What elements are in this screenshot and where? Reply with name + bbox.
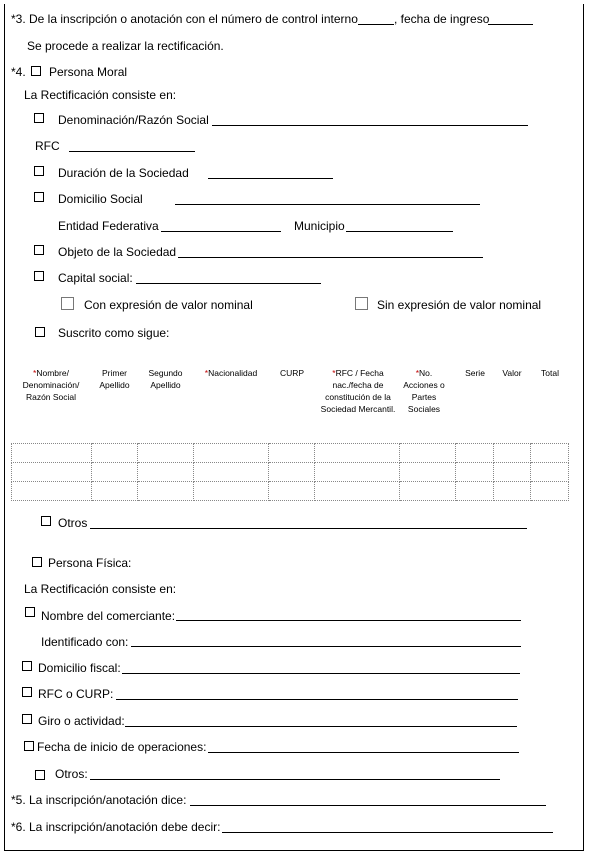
domicilio-fiscal-label: Domicilio fiscal: bbox=[38, 661, 121, 675]
duracion-label: Duración de la Sociedad bbox=[58, 166, 189, 180]
col-serie: Serie bbox=[465, 368, 485, 378]
giro-checkbox[interactable] bbox=[22, 714, 32, 724]
subscription-table bbox=[11, 443, 569, 501]
table-cell[interactable] bbox=[194, 463, 269, 482]
table-cell[interactable] bbox=[531, 482, 569, 501]
table-cell[interactable] bbox=[92, 444, 138, 463]
fisica-otros-label: Otros: bbox=[55, 767, 88, 781]
table-row bbox=[12, 482, 569, 501]
table-cell[interactable] bbox=[494, 482, 531, 501]
table-cell[interactable] bbox=[138, 482, 194, 501]
table-cell[interactable] bbox=[400, 444, 456, 463]
rfc-curp-checkbox[interactable] bbox=[22, 687, 32, 697]
table-cell[interactable] bbox=[456, 444, 494, 463]
identificado-field[interactable] bbox=[131, 646, 521, 647]
q3-label: *3. De la inscripción o anotación con el número de control interno bbox=[11, 12, 358, 26]
persona-fisica-label: Persona Física: bbox=[48, 556, 132, 570]
fisica-otros-checkbox[interactable] bbox=[35, 770, 45, 780]
rfc-field[interactable] bbox=[69, 151, 195, 152]
q4-number: *4. bbox=[11, 65, 26, 79]
giro-field[interactable] bbox=[125, 726, 517, 727]
domicilio-fiscal-checkbox[interactable] bbox=[22, 661, 32, 671]
suscrito-label: Suscrito como sigue: bbox=[58, 326, 170, 340]
comerciante-label: Nombre del comerciante: bbox=[41, 609, 176, 623]
entidad-label: Entidad Federativa bbox=[58, 219, 159, 233]
duracion-checkbox[interactable] bbox=[34, 166, 44, 176]
table-row bbox=[12, 444, 569, 463]
domicilio-social-label: Domicilio Social bbox=[58, 192, 143, 206]
suscrito-checkbox[interactable] bbox=[35, 327, 45, 337]
rfc-curp-label: RFC o CURP: bbox=[38, 687, 114, 701]
municipio-label: Municipio bbox=[294, 219, 345, 233]
table-cell[interactable] bbox=[12, 444, 92, 463]
domicilio-social-field[interactable] bbox=[175, 204, 480, 205]
table-cell[interactable] bbox=[315, 482, 400, 501]
col-rfc-fecha: *RFC / Fecha nac./fecha de constitución de la Sociedad Mercantil. bbox=[320, 368, 396, 414]
entidad-field[interactable] bbox=[161, 231, 281, 232]
col-valor: Valor bbox=[502, 368, 522, 378]
domicilio-fiscal-field[interactable] bbox=[122, 673, 520, 674]
capital-field[interactable] bbox=[136, 283, 321, 284]
q6-field[interactable] bbox=[222, 832, 553, 833]
col-total: Total bbox=[541, 368, 559, 378]
table-cell[interactable] bbox=[138, 463, 194, 482]
col-nombre: *Nombre/ Denominación/ Razón Social bbox=[22, 368, 80, 402]
duracion-field[interactable] bbox=[208, 178, 333, 179]
col-segundo-apellido: Segundo Apellido bbox=[148, 368, 183, 390]
proceed-text: Se procede a realizar la rectificación. bbox=[27, 39, 224, 53]
persona-moral-checkbox[interactable] bbox=[31, 66, 41, 76]
moral-otros-checkbox[interactable] bbox=[41, 516, 51, 526]
table-cell[interactable] bbox=[315, 444, 400, 463]
persona-moral-label: Persona Moral bbox=[49, 65, 128, 79]
table-cell[interactable] bbox=[92, 482, 138, 501]
table-cell[interactable] bbox=[494, 444, 531, 463]
table-cell[interactable] bbox=[456, 463, 494, 482]
table-cell[interactable] bbox=[92, 463, 138, 482]
table-cell[interactable] bbox=[531, 444, 569, 463]
col-curp: CURP bbox=[279, 368, 305, 378]
q5-label: *5. La inscripción/anotación dice: bbox=[11, 793, 187, 807]
comerciante-field[interactable] bbox=[176, 620, 521, 621]
rfc-curp-field[interactable] bbox=[116, 699, 518, 700]
table-cell[interactable] bbox=[194, 482, 269, 501]
municipio-field[interactable] bbox=[346, 231, 453, 232]
control-number-field[interactable] bbox=[358, 24, 394, 25]
moral-otros-label: Otros bbox=[58, 516, 88, 530]
identificado-label: Identificado con: bbox=[41, 635, 129, 649]
fecha-inicio-checkbox[interactable] bbox=[24, 741, 34, 751]
giro-label: Giro o actividad: bbox=[38, 714, 125, 728]
table-cell[interactable] bbox=[531, 463, 569, 482]
col-nacionalidad: *Nacionalidad bbox=[204, 368, 258, 378]
denominacion-field[interactable] bbox=[212, 125, 528, 126]
denominacion-label: Denominación/Razón Social bbox=[58, 113, 209, 127]
table-cell[interactable] bbox=[12, 463, 92, 482]
rfc-label: RFC bbox=[35, 139, 60, 153]
fisica-consiste-label: La Rectificación consiste en: bbox=[24, 582, 177, 596]
col-no-acciones: *No. Acciones o Partes Sociales bbox=[403, 368, 445, 414]
fisica-otros-field[interactable] bbox=[90, 779, 500, 780]
table-cell[interactable] bbox=[138, 444, 194, 463]
fecha-inicio-field[interactable] bbox=[208, 752, 519, 753]
table-cell[interactable] bbox=[400, 482, 456, 501]
table-cell[interactable] bbox=[400, 463, 456, 482]
denominacion-checkbox[interactable] bbox=[34, 113, 44, 123]
q6-label: *6. La inscripción/anotación debe decir: bbox=[11, 820, 221, 834]
capital-label: Capital social: bbox=[58, 271, 133, 285]
fecha-inicio-label: Fecha de inicio de operaciones: bbox=[37, 740, 207, 754]
con-valor-checkbox[interactable] bbox=[61, 297, 74, 310]
con-valor-label: Con expresión de valor nominal bbox=[84, 298, 253, 312]
table-cell[interactable] bbox=[194, 444, 269, 463]
domicilio-social-checkbox[interactable] bbox=[34, 192, 44, 202]
persona-fisica-checkbox[interactable] bbox=[32, 557, 42, 567]
comerciante-checkbox[interactable] bbox=[25, 607, 35, 617]
table-cell[interactable] bbox=[12, 482, 92, 501]
capital-checkbox[interactable] bbox=[34, 271, 44, 281]
sin-valor-checkbox[interactable] bbox=[355, 297, 368, 310]
table-cell[interactable] bbox=[456, 482, 494, 501]
col-primer-apellido: Primer Apellido bbox=[99, 368, 130, 390]
table-cell[interactable] bbox=[315, 463, 400, 482]
moral-otros-field[interactable] bbox=[90, 528, 527, 529]
table-cell[interactable] bbox=[269, 463, 315, 482]
sin-valor-label: Sin expresión de valor nominal bbox=[377, 298, 542, 312]
objeto-label: Objeto de la Sociedad bbox=[58, 245, 177, 259]
table-cell[interactable] bbox=[269, 482, 315, 501]
fecha-ingreso-field[interactable] bbox=[488, 24, 533, 25]
moral-consiste-label: La Rectificación consiste en: bbox=[24, 88, 177, 102]
q3-fecha-label: , fecha de ingreso bbox=[394, 12, 490, 26]
objeto-checkbox[interactable] bbox=[34, 245, 44, 255]
table-cell[interactable] bbox=[269, 444, 315, 463]
table-row bbox=[12, 463, 569, 482]
q5-field[interactable] bbox=[190, 805, 546, 806]
table-cell[interactable] bbox=[494, 463, 531, 482]
objeto-field[interactable] bbox=[178, 257, 483, 258]
